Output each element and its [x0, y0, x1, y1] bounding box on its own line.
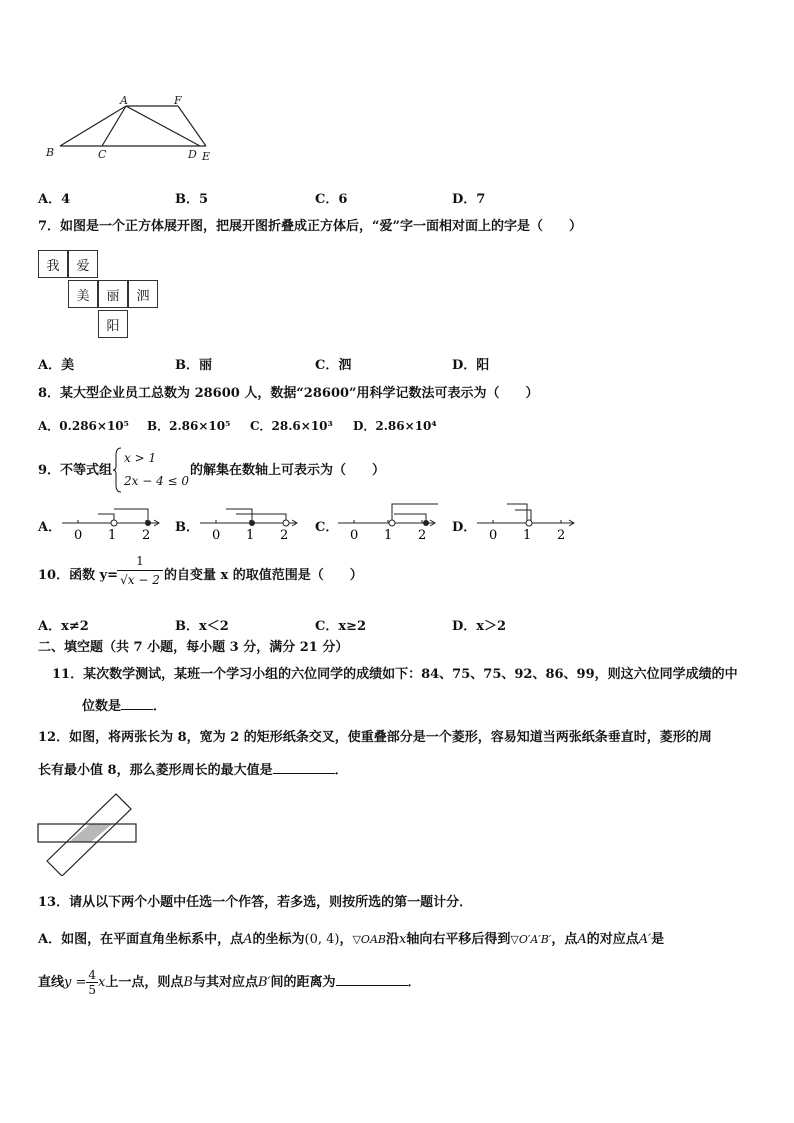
- q12-answer-blank[interactable]: [273, 761, 335, 774]
- net-cell-li: 丽: [98, 280, 128, 308]
- tick-1: 1: [384, 528, 393, 542]
- label-A: A: [120, 94, 128, 107]
- triangle-oab: ▽OAB: [352, 933, 386, 946]
- tick-2: 2: [557, 528, 566, 542]
- q10-option-b[interactable]: B．x＜2: [175, 619, 229, 634]
- tick-1: 1: [108, 528, 117, 542]
- q13-a2-text-4: 间的距离为: [270, 975, 336, 990]
- q13-a-text-5: 轴向右平移后得到: [406, 932, 511, 947]
- q7-option-b[interactable]: B．丽: [175, 358, 212, 373]
- q13-a-line1: [38, 932, 664, 948]
- q13-a-text-6: ，点: [551, 932, 578, 947]
- tick-1: 1: [246, 528, 255, 542]
- coord-a: (0, 4): [304, 932, 340, 947]
- numberline-d[interactable]: [473, 500, 583, 542]
- net-cell-ai: 爱: [68, 250, 98, 278]
- net-cell-mei: 美: [68, 280, 98, 308]
- q13-stem: 13．请从以下两个小题中任选一个作答，若多选，则按所选的第一题计分．: [38, 895, 473, 910]
- q10-option-d[interactable]: D．x＞2: [452, 619, 507, 634]
- var-x: x: [399, 932, 407, 947]
- q13-a-text-1: A．如图，在平面直角坐标系中，点: [38, 932, 244, 947]
- net-cell-yang: 阳: [98, 310, 128, 338]
- q12-text: 长有最小值 8，那么菱形周长的最大值是: [38, 763, 273, 778]
- q8-stem: 8．某大型企业员工总数为 28600 人，数据“28600”用科学记数法可表示为（ ）: [38, 386, 539, 401]
- numberline-b[interactable]: [196, 500, 306, 542]
- label-C: C: [98, 148, 107, 161]
- q10-suffix: 的自变量 x 的取值范围是（ ）: [164, 568, 363, 583]
- numberline-c[interactable]: [334, 500, 444, 542]
- tick-1: 1: [523, 528, 532, 542]
- q7-option-a[interactable]: A．美: [38, 358, 75, 373]
- point-a: A: [243, 932, 253, 947]
- q13-answer-blank[interactable]: [336, 973, 408, 986]
- q13-a-line2: [38, 966, 421, 1000]
- tick-2: 2: [142, 528, 151, 542]
- q10-option-a[interactable]: A．x≠2: [38, 619, 89, 634]
- q13-a-text-7: 的对应点: [586, 932, 639, 947]
- q13-a-text-2: 的坐标为: [252, 932, 305, 947]
- q10-prefix: 10．函数 y=: [38, 568, 119, 583]
- q13-end: ．: [407, 975, 421, 990]
- tick-2: 2: [280, 528, 289, 542]
- q12-line2: [38, 761, 348, 779]
- q9-option-c[interactable]: C．: [315, 520, 339, 535]
- q9-option-a[interactable]: A．: [38, 520, 62, 535]
- fraction-4-5: [86, 968, 98, 997]
- q10-numerator: 1: [117, 552, 163, 571]
- q8-option-a[interactable]: A．0.286×10⁵: [38, 419, 129, 433]
- section-heading: 二、填空题（共 7 小题，每小题 3 分，满分 21 分）: [38, 640, 349, 655]
- label-E: E: [202, 150, 211, 163]
- var-x-2: x: [98, 975, 106, 990]
- tick-0: 0: [489, 528, 498, 542]
- q12-line1: 12．如图，将两张长为 8，宽为 2 的矩形纸条交叉，使重叠部分是一个菱形，容易知道当两张纸条垂直时，菱形的周: [38, 730, 712, 745]
- trapezoid-figure: [40, 90, 230, 170]
- q10-fraction: [117, 552, 163, 589]
- tick-0: 0: [350, 528, 359, 542]
- tick-0: 0: [74, 528, 83, 542]
- net-cell-wo: 我: [38, 250, 68, 278]
- q6-option-d[interactable]: D．7: [452, 192, 486, 207]
- q13-a2-text-2: 上一点，则点: [105, 975, 184, 990]
- fraction-den: 5: [88, 983, 97, 997]
- q12-end: ．: [334, 763, 348, 778]
- q11-answer-blank[interactable]: [121, 697, 153, 710]
- crossed-strips-figure: [36, 790, 140, 876]
- point-a-prime: A′: [638, 932, 652, 947]
- q10-denominator: √x − 2: [120, 573, 160, 587]
- q6-option-a[interactable]: A．4: [38, 192, 71, 207]
- q13-a-text-4: 沿: [385, 932, 399, 947]
- point-b-prime: B′: [257, 975, 271, 990]
- q13-a2-text-3: 与其对应点: [192, 975, 258, 990]
- q11-text: 位数是: [82, 699, 122, 714]
- label-B: B: [46, 146, 55, 159]
- triangle-oab-prime: ▽O′A′B′: [510, 933, 552, 946]
- q7-option-c[interactable]: C．泗: [315, 358, 352, 373]
- q8-option-c[interactable]: C．28.6×10³: [250, 419, 333, 433]
- q10-option-c[interactable]: C．x≥2: [315, 619, 367, 634]
- var-y: y =: [64, 975, 87, 990]
- q6-option-c[interactable]: C．6: [315, 192, 348, 207]
- tick-0: 0: [212, 528, 221, 542]
- q13-a-text-8: 是: [651, 932, 665, 947]
- q6-option-b[interactable]: B．5: [175, 192, 209, 207]
- q13-a-text-3: ，: [339, 932, 353, 947]
- numberline-a[interactable]: [58, 500, 168, 542]
- q9-prefix: 9．不等式组: [38, 463, 113, 478]
- system-brace: [112, 447, 122, 493]
- point-b: B: [183, 975, 193, 990]
- q11-line1: 11．某次数学测试，某班一个学习小组的六位同学的成绩如下：84、75、75、92、86、99，则这六位同学成绩的中: [52, 667, 738, 682]
- q8-option-b[interactable]: B．2.86×10⁵: [147, 419, 231, 433]
- q11-line2: [82, 697, 166, 715]
- label-D: D: [188, 148, 197, 161]
- tick-2: 2: [418, 528, 427, 542]
- q9-option-d[interactable]: D．: [452, 520, 477, 535]
- q9-suffix: 的解集在数轴上可表示为（ ）: [190, 463, 386, 478]
- fraction-num: 4: [88, 968, 97, 982]
- net-cell-si: 泗: [128, 280, 158, 308]
- q9-option-b[interactable]: B．: [175, 520, 199, 535]
- label-F: F: [174, 94, 182, 107]
- q7-stem: 7．如图是一个正方体展开图，把展开图折叠成正方体后，“爱”字一面相对面上的字是（ ）: [38, 219, 583, 234]
- q9-ineq-2: 2x − 4 ≤ 0: [124, 474, 190, 488]
- q7-option-d[interactable]: D．阳: [452, 358, 490, 373]
- point-a-2: A: [577, 932, 587, 947]
- q8-option-d[interactable]: D．2.86×10⁴: [353, 419, 437, 433]
- q9-ineq-1: x > 1: [124, 451, 157, 465]
- q13-a2-text-1: 直线: [38, 975, 65, 990]
- q11-end: ．: [153, 699, 167, 714]
